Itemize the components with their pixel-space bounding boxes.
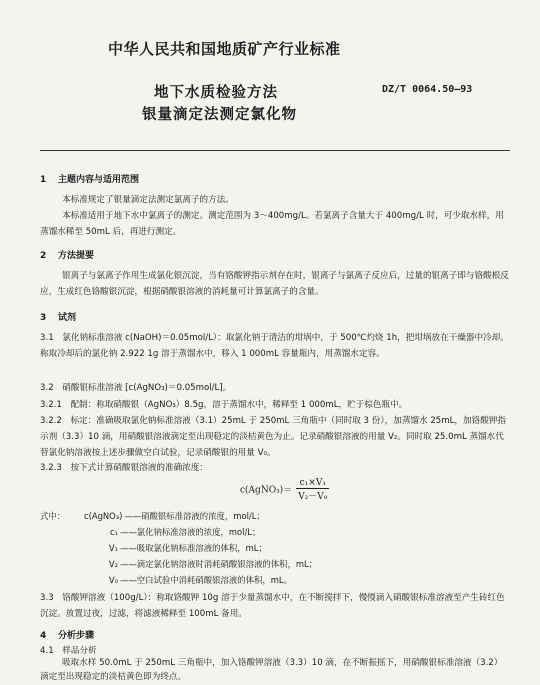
section-3-title: 试剂 — [58, 313, 77, 323]
formula-variables — [40, 508, 510, 588]
formula-variable-row: c₁ ——氯化钠标准溶液的浓度，mol/L； — [110, 527, 261, 537]
formula-variable-row: V₁ ——吸取氯化钠标准溶液的体积，mL； — [108, 543, 267, 553]
title-line-2: 银量滴定法测定氯化物 — [142, 107, 297, 123]
section-2-heading — [40, 248, 94, 261]
section-2-para-1: 银离子与氯离子作用生成氯化银沉淀，当有铬酸钾指示剂存在时，银离子与氯离子反应后，过量的银离子即与铬酸根反应，生成红色铬酸银沉淀，根据硝酸银溶液的消耗量可计算氯离子的含量。 — [40, 271, 509, 297]
formula-variable-row: 式中： c(AgNO₃) ——硝酸银标准溶液的浓度，mol/L； — [40, 511, 265, 521]
section-1-heading — [40, 172, 139, 185]
title-line-1: 地下水质检验方法 — [154, 85, 278, 101]
clause-3-2: 3.2 硝酸银标准溶液 [c(AgNO₃)＝0.05mol/L]。 — [40, 383, 232, 393]
header-divider — [40, 150, 510, 151]
standard-name: 中华人民共和国地质矿产行业标准 — [108, 40, 341, 58]
section-4-heading — [40, 628, 94, 641]
section-1-title: 主题内容与适用范围 — [58, 175, 140, 185]
clause-3-2-1: 3.2.1 配制：称取硝酸银（AgNO₃）8.5g，溶于蒸馏水中，稀释至 1 000mL，贮于棕色瓶中。 — [40, 400, 408, 410]
clause-3-2-2: 3.2.2 标定：准确吸取氯化钠标准溶液（3.1）25mL 于 250mL 三角瓶中（同时取 3 份），加蒸馏水 25mL，加铬酸钾指示剂（3.3）10 滴，用硝酸银溶液滴定至出现稳定的淡桔黄色为止。记录硝酸银溶液的用量 V₂。同时取 25.0mL 蒸馏水代替氯化钠溶液按上述步骤做空白试验，记录硝酸银的用量 V₀。 — [40, 416, 506, 458]
concentration-formula — [240, 478, 329, 502]
section-4-number: 4 — [40, 631, 47, 641]
section-4-title: 分析步骤 — [58, 631, 95, 641]
formula-fraction — [296, 478, 329, 502]
section-1-number: 1 — [40, 175, 47, 185]
formula-variable-row: V₂ ——滴定氯化钠溶液时消耗硝酸银溶液的体积，mL； — [108, 559, 318, 569]
formula-variable-row: V₀ ——空白试验中消耗硝酸银溶液的体积，mL。 — [108, 575, 292, 585]
section-1-para-2: 本标准适用于地下水中氯离子的测定。测定范围为 3～400mg/L。若氯离子含量大于 400mg/L 时，可少取水样，用蒸馏水稀至 50mL 后，再进行测定。 — [40, 211, 504, 237]
formula-numerator: c₁×V₁ — [296, 478, 329, 489]
standard-code: DZ/T 0064.50—93 — [382, 84, 473, 95]
section-3-number: 3 — [40, 313, 47, 323]
document-title — [142, 82, 297, 126]
formula-lhs: c(AgNO₃)＝ — [240, 485, 293, 496]
clause-3-3: 3.3 铬酸钾溶液（100g/L）：称取铬酸钾 10g 溶于少量蒸馏水中，在不断搅拌下，慢慢滴入硝酸银标准溶液至产生砖红色沉淀。放置过夜，过滤，将滤液稀释至 100mL 备用。 — [40, 593, 505, 619]
section-2-number: 2 — [40, 251, 47, 261]
clause-3-2-3: 3.2.3 按下式计算硝酸银溶液的准确浓度： — [40, 463, 208, 473]
clause-3-1: 3.1 氯化钠标准溶液 c(NaOH)＝0.05mol/L）：取氯化钠于清洁的坩埚中，于 500℃灼烧 1h，把坩埚放在干燥器中冷却。称取冷却后的氯化钠 2.922 1g 溶于蒸馏水中，移入 1 000mL 容量瓶内，用蒸馏水定容。 — [40, 333, 509, 359]
clause-4-1: 4.1 样品分析 — [40, 646, 97, 656]
section-2-title: 方法提要 — [58, 251, 95, 261]
clause-4-1-text: 吸取水样 50.0mL 于 250mL 三角瓶中，加入铬酸钾溶液（3.3）10 滴，在不断振摇下，用硝酸银标准溶液（3.2）滴定至出现稳定的淡桔黄色即为终点。 — [40, 658, 503, 682]
formula-denominator: V₂－V₀ — [298, 492, 328, 502]
section-1-para-1: 本标准规定了银量滴定法测定氯离子的方法。 — [62, 195, 234, 205]
section-3-heading — [40, 310, 76, 323]
